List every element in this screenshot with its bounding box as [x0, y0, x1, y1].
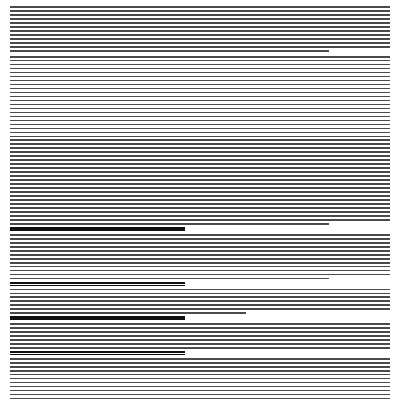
list-section-2: [10, 234, 390, 280]
list-section-4: [10, 323, 390, 349]
list-section-5: [10, 358, 390, 400]
section-heading-1: [10, 227, 390, 231]
section-heading-4: [10, 351, 390, 355]
section-heading-3: [10, 316, 390, 320]
section-heading-2: [10, 282, 390, 286]
list-section-1: [10, 56, 390, 225]
intro-paragraph: [10, 6, 390, 52]
list-section-3: [10, 289, 390, 315]
